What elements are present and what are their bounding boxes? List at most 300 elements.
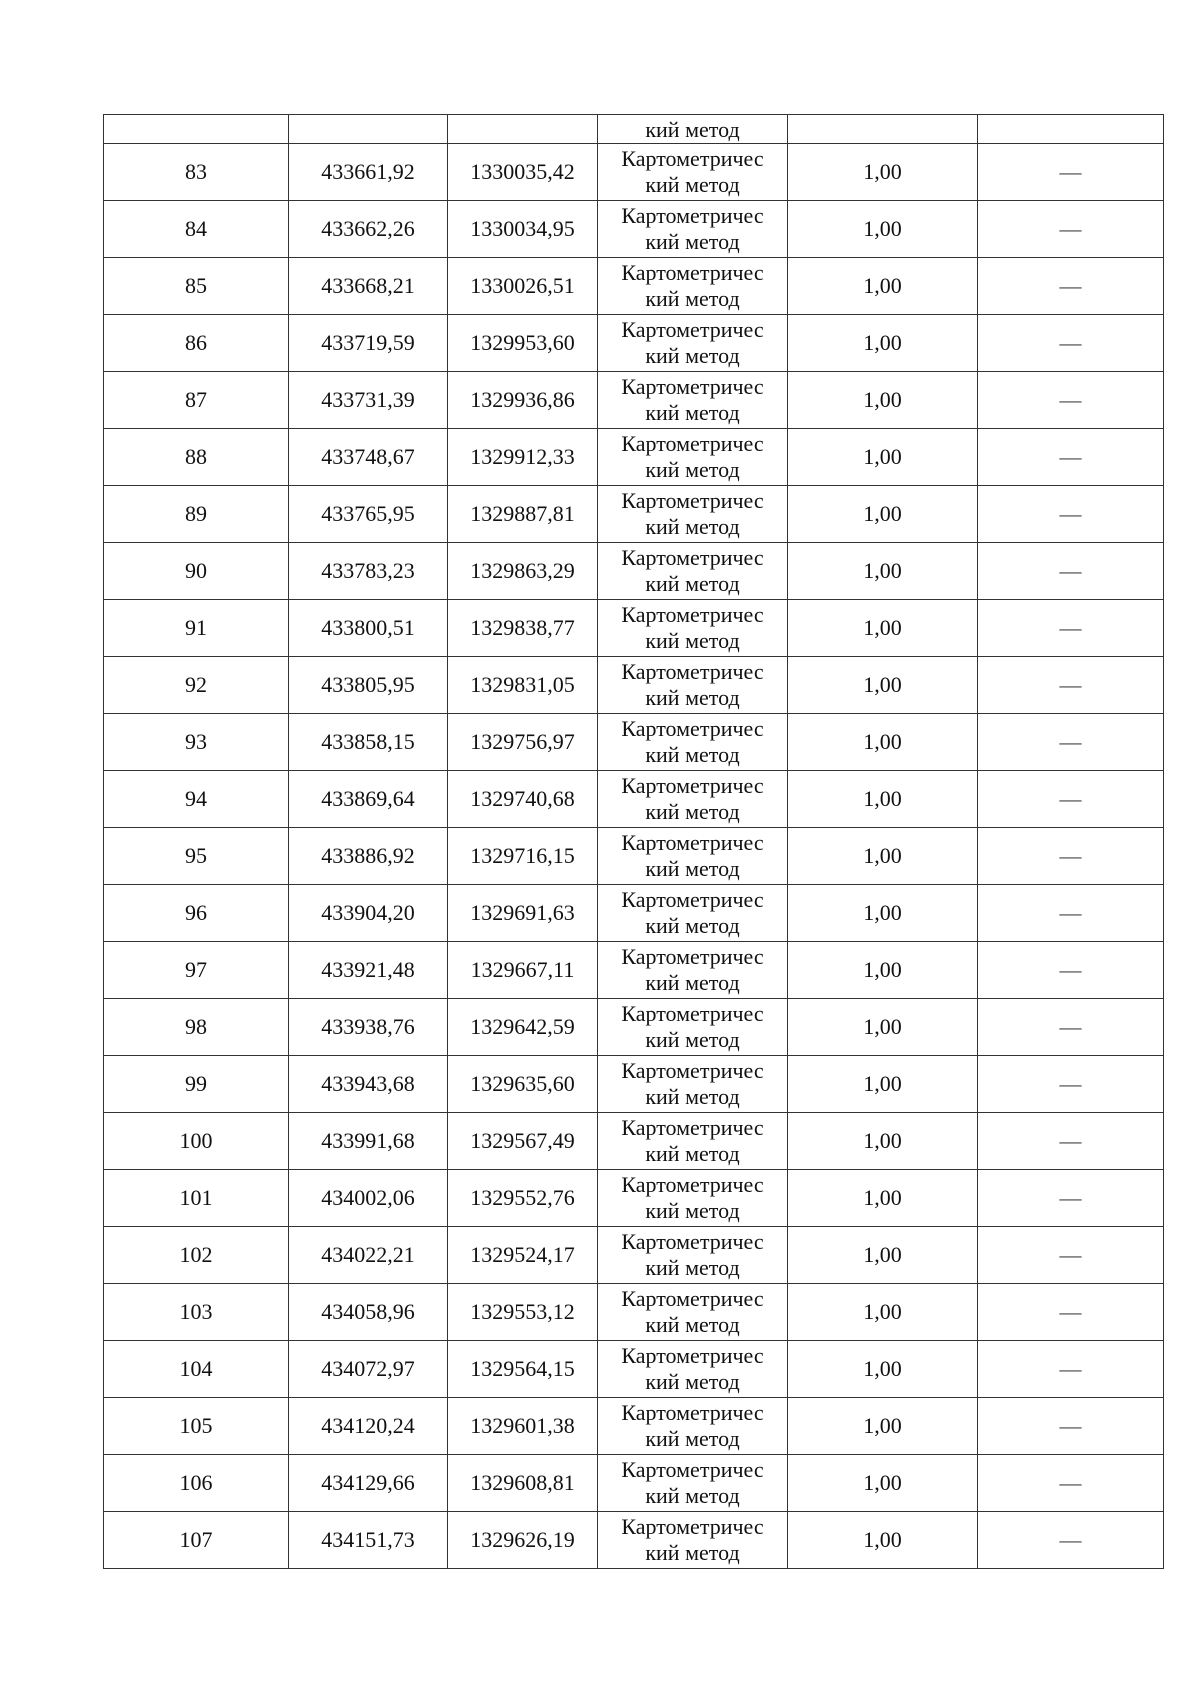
cell-num: [104, 714, 289, 771]
cell-note: [978, 1455, 1164, 1512]
cell-accuracy: [788, 315, 978, 372]
cell-y-text: 1329863,29: [470, 558, 575, 583]
cell-num: [104, 600, 289, 657]
cell-num-text: 91: [185, 615, 207, 640]
cell-accuracy-text: 1,00: [863, 216, 902, 241]
cell-x: [289, 1113, 448, 1170]
cell-y: [448, 1455, 598, 1512]
table-row: [104, 942, 1164, 999]
cell-y-text: 1329936,86: [470, 387, 575, 412]
cell-note: [978, 429, 1164, 486]
cell-note-text: —: [1059, 159, 1082, 184]
cell-y-text: 1329552,76: [470, 1185, 575, 1210]
cell-num-text: 102: [179, 1242, 213, 1267]
table-row: [104, 1284, 1164, 1341]
cell-num-text: 94: [185, 786, 207, 811]
cell-note-text: —: [1059, 1128, 1082, 1153]
cell-method: [598, 1398, 788, 1455]
cell-accuracy-text: 1,00: [863, 387, 902, 412]
cell-num-text: 85: [185, 273, 207, 298]
method-line1-text: Картометричес: [621, 1514, 764, 1539]
cell-method: [598, 258, 788, 315]
cell-num-text: 96: [185, 900, 207, 925]
cell-num: [104, 201, 289, 258]
cell-accuracy: [788, 258, 978, 315]
cell-y: [448, 600, 598, 657]
cell-note: [978, 1284, 1164, 1341]
cell-num: [104, 885, 289, 942]
cell-note-text: —: [1059, 615, 1082, 640]
cell-y: [448, 115, 598, 144]
cell-num: [104, 486, 289, 543]
cell-num-text: 83: [185, 159, 207, 184]
cell-y: [448, 429, 598, 486]
cell-accuracy-text: 1,00: [863, 615, 902, 640]
cell-note: [978, 999, 1164, 1056]
cell-note: [978, 600, 1164, 657]
cell-y-text: 1329608,81: [470, 1470, 575, 1495]
cell-accuracy-text: 1,00: [863, 1185, 902, 1210]
cell-method: [598, 1512, 788, 1569]
cell-x: [289, 1056, 448, 1113]
method-line1-text: Картометричес: [621, 431, 764, 456]
method-line2-text: кий метод: [645, 628, 740, 653]
cell-y-text: 1329667,11: [470, 957, 575, 982]
cell-num: [104, 1455, 289, 1512]
cell-x: [289, 828, 448, 885]
cell-y-text: 1329691,63: [470, 900, 575, 925]
table-row: [104, 1170, 1164, 1227]
cell-accuracy: [788, 1341, 978, 1398]
cell-num-text: 95: [185, 843, 207, 868]
cell-x-text: 433869,64: [321, 786, 415, 811]
cell-y: [448, 1341, 598, 1398]
cell-num: [104, 315, 289, 372]
cell-x-text: 433661,92: [321, 159, 415, 184]
method-line1-text: Картометричес: [621, 944, 764, 969]
cell-accuracy: [788, 144, 978, 201]
method-line2-text: кий метод: [645, 1312, 740, 1337]
cell-accuracy: [788, 942, 978, 999]
table-row: [104, 258, 1164, 315]
method-line2-text: кий метод: [645, 1540, 740, 1565]
cell-x-text: 433943,68: [321, 1071, 415, 1096]
cell-accuracy: [788, 486, 978, 543]
table-row: [104, 1512, 1164, 1569]
cell-num-text: 84: [185, 216, 207, 241]
cell-method: [598, 600, 788, 657]
cell-accuracy-text: 1,00: [863, 1071, 902, 1096]
cell-y: [448, 372, 598, 429]
cell-method: [598, 372, 788, 429]
cell-accuracy-text: 1,00: [863, 1242, 902, 1267]
table-row: [104, 999, 1164, 1056]
method-line2-text: кий метод: [645, 1084, 740, 1109]
method-line1-text: Картометричес: [621, 830, 764, 855]
cell-note: [978, 1512, 1164, 1569]
cell-x-text: 434002,06: [321, 1185, 415, 1210]
cell-y: [448, 942, 598, 999]
cell-note: [978, 1113, 1164, 1170]
table-row: [104, 657, 1164, 714]
cell-accuracy: [788, 999, 978, 1056]
cell-x-text: 433858,15: [321, 729, 415, 754]
method-line2-text: кий метод: [645, 1255, 740, 1280]
cell-note: [978, 543, 1164, 600]
cell-num: [104, 1398, 289, 1455]
cell-accuracy: [788, 1284, 978, 1341]
method-line2-text: кий метод: [645, 1027, 740, 1052]
cell-num-text: 99: [185, 1071, 207, 1096]
method-line1-text: Картометричес: [621, 887, 764, 912]
cell-accuracy: [788, 1113, 978, 1170]
cell-accuracy-text: 1,00: [863, 1014, 902, 1039]
cell-method: [598, 429, 788, 486]
table-row: [104, 885, 1164, 942]
cell-x: [289, 543, 448, 600]
method-line2-text: кий метод: [645, 913, 740, 938]
cell-method: [598, 1284, 788, 1341]
cell-y-text: 1329887,81: [470, 501, 575, 526]
cell-method: [598, 144, 788, 201]
cell-accuracy-text: 1,00: [863, 501, 902, 526]
cell-x: [289, 144, 448, 201]
cell-num-text: 87: [185, 387, 207, 412]
cell-accuracy-text: 1,00: [863, 843, 902, 868]
cell-num: [104, 828, 289, 885]
cell-x: [289, 1341, 448, 1398]
cell-note-text: —: [1059, 1071, 1082, 1096]
method-line1-text: Картометричес: [621, 317, 764, 342]
table-row: [104, 429, 1164, 486]
cell-accuracy-text: 1,00: [863, 672, 902, 697]
cell-accuracy: [788, 201, 978, 258]
cell-x: [289, 999, 448, 1056]
method-line1-text: Картометричес: [621, 1343, 764, 1368]
cell-accuracy-text: 1,00: [863, 957, 902, 982]
cell-note-text: —: [1059, 786, 1082, 811]
cell-num-text: 93: [185, 729, 207, 754]
cell-x-text: 433886,92: [321, 843, 415, 868]
method-line2-text: кий метод: [645, 1483, 740, 1508]
cell-y: [448, 771, 598, 828]
cell-x: [289, 1512, 448, 1569]
cell-note: [978, 1398, 1164, 1455]
cell-num: [104, 1284, 289, 1341]
method-line1-text: Картометричес: [621, 1172, 764, 1197]
cell-accuracy-text: 1,00: [863, 1299, 902, 1324]
cell-y-text: 1329838,77: [470, 615, 575, 640]
cell-note: [978, 315, 1164, 372]
cell-x: [289, 429, 448, 486]
cell-accuracy-text: 1,00: [863, 786, 902, 811]
method-line1-text: Картометричес: [621, 203, 764, 228]
cell-y: [448, 144, 598, 201]
cell-y: [448, 486, 598, 543]
cell-accuracy: [788, 771, 978, 828]
cell-num: [104, 372, 289, 429]
table-row: [104, 1113, 1164, 1170]
cell-x-text: 433748,67: [321, 444, 415, 469]
cell-accuracy-text: 1,00: [863, 444, 902, 469]
cell-x-text: 434120,24: [321, 1413, 415, 1438]
table-row: [104, 144, 1164, 201]
method-line1-text: Картометричес: [621, 1229, 764, 1254]
method-line2-text: кий метод: [645, 571, 740, 596]
cell-method: [598, 1113, 788, 1170]
cell-x: [289, 201, 448, 258]
table-row: [104, 1341, 1164, 1398]
method-line1-text: Картометричес: [621, 659, 764, 684]
cell-note: [978, 885, 1164, 942]
method-line1-text: Картометричес: [621, 716, 764, 741]
method-line2-text: кий метод: [645, 1198, 740, 1223]
method-line2-text: кий метод: [645, 1369, 740, 1394]
cell-num: [104, 1170, 289, 1227]
cell-num-text: 88: [185, 444, 207, 469]
cell-num-text: 92: [185, 672, 207, 697]
cell-y: [448, 1512, 598, 1569]
cell-note-text: —: [1059, 444, 1082, 469]
cell-x-text: 433731,39: [321, 387, 415, 412]
cell-note: [978, 771, 1164, 828]
cell-note-text: —: [1059, 729, 1082, 754]
cell-y: [448, 1284, 598, 1341]
coordinates-table: [103, 114, 1164, 1569]
cell-note-text: —: [1059, 1014, 1082, 1039]
cell-accuracy-text: 1,00: [863, 900, 902, 925]
method-line1-text: Картометричес: [621, 1058, 764, 1083]
cell-num-text: 105: [179, 1413, 213, 1438]
table-row: [104, 771, 1164, 828]
cell-y-text: 1329740,68: [470, 786, 575, 811]
cell-x-text: 433765,95: [321, 501, 415, 526]
cell-y: [448, 1170, 598, 1227]
cell-accuracy-text: 1,00: [863, 1470, 902, 1495]
cell-note: [978, 1341, 1164, 1398]
cell-accuracy: [788, 115, 978, 144]
cell-accuracy: [788, 657, 978, 714]
cell-accuracy: [788, 885, 978, 942]
cell-y: [448, 999, 598, 1056]
cell-note-text: —: [1059, 1299, 1082, 1324]
cell-num: [104, 429, 289, 486]
cell-num: [104, 1512, 289, 1569]
cell-accuracy: [788, 1398, 978, 1455]
method-line2-text: кий метод: [645, 856, 740, 881]
cell-x: [289, 486, 448, 543]
cell-x: [289, 885, 448, 942]
method-line1-text: Картометричес: [621, 488, 764, 513]
cell-x: [289, 600, 448, 657]
cell-method: [598, 828, 788, 885]
cell-x: [289, 1227, 448, 1284]
cell-num: [104, 1341, 289, 1398]
cell-x: [289, 942, 448, 999]
cell-method: [598, 1170, 788, 1227]
cell-y-text: 1329953,60: [470, 330, 575, 355]
cell-note: [978, 201, 1164, 258]
cell-x-text: 433719,59: [321, 330, 415, 355]
method-line2-text: кий метод: [645, 172, 740, 197]
cell-x-text: 433783,23: [321, 558, 415, 583]
cell-y: [448, 543, 598, 600]
coordinates-table-body: [104, 115, 1164, 1569]
cell-y-text: 1329912,33: [470, 444, 575, 469]
cell-method: [598, 543, 788, 600]
cell-num: [104, 1227, 289, 1284]
cell-method: [598, 1227, 788, 1284]
cell-y: [448, 885, 598, 942]
cell-accuracy: [788, 1227, 978, 1284]
cell-note-text: —: [1059, 1527, 1082, 1552]
cell-x: [289, 315, 448, 372]
cell-accuracy: [788, 600, 978, 657]
method-line2-text: кий метод: [645, 286, 740, 311]
method-line2-text: кий метод: [645, 514, 740, 539]
cell-y: [448, 657, 598, 714]
cell-num-text: 90: [185, 558, 207, 583]
cell-note-text: —: [1059, 843, 1082, 868]
cell-y-text: 1329524,17: [470, 1242, 575, 1267]
cell-note-text: —: [1059, 900, 1082, 925]
table-row: [104, 1056, 1164, 1113]
cell-num: [104, 543, 289, 600]
cell-num: [104, 657, 289, 714]
cell-num-text: 89: [185, 501, 207, 526]
cell-num-text: 106: [179, 1470, 213, 1495]
cell-x-text: 433921,48: [321, 957, 415, 982]
cell-num-text: 101: [179, 1185, 213, 1210]
cell-y-text: 1329626,19: [470, 1527, 575, 1552]
cell-x-text: 434072,97: [321, 1356, 415, 1381]
cell-x-text: 433662,26: [321, 216, 415, 241]
cell-y: [448, 1056, 598, 1113]
cell-note: [978, 828, 1164, 885]
cell-note: [978, 372, 1164, 429]
cell-x-text: 434151,73: [321, 1527, 415, 1552]
cell-note-text: —: [1059, 1185, 1082, 1210]
method-tail-text: кий метод: [645, 117, 740, 142]
cell-x-text: 434058,96: [321, 1299, 415, 1324]
table-row: [104, 1227, 1164, 1284]
table-row: [104, 1455, 1164, 1512]
cell-num-text: 98: [185, 1014, 207, 1039]
cell-note-text: —: [1059, 672, 1082, 697]
cell-note: [978, 1056, 1164, 1113]
table-continuation-row: [104, 115, 1164, 144]
table-row: [104, 543, 1164, 600]
cell-y: [448, 1113, 598, 1170]
cell-num: [104, 144, 289, 201]
cell-accuracy-text: 1,00: [863, 1413, 902, 1438]
cell-x-text: 434022,21: [321, 1242, 415, 1267]
cell-method: [598, 1056, 788, 1113]
cell-method: [598, 999, 788, 1056]
cell-y: [448, 201, 598, 258]
method-line2-text: кий метод: [645, 685, 740, 710]
cell-note: [978, 144, 1164, 201]
cell-accuracy: [788, 372, 978, 429]
cell-accuracy-text: 1,00: [863, 1356, 902, 1381]
cell-x: [289, 771, 448, 828]
cell-accuracy: [788, 1455, 978, 1512]
cell-num-text: 86: [185, 330, 207, 355]
cell-method: [598, 1341, 788, 1398]
cell-accuracy-text: 1,00: [863, 1527, 902, 1552]
method-line1-text: Картометричес: [621, 1457, 764, 1482]
cell-num: [104, 1113, 289, 1170]
cell-y: [448, 714, 598, 771]
table-row: [104, 486, 1164, 543]
cell-note: [978, 657, 1164, 714]
cell-y-text: 1330026,51: [470, 273, 575, 298]
cell-num: [104, 771, 289, 828]
cell-accuracy-text: 1,00: [863, 330, 902, 355]
cell-num-text: 104: [179, 1356, 213, 1381]
cell-method: [598, 115, 788, 144]
cell-y-text: 1329831,05: [470, 672, 575, 697]
method-line2-text: кий метод: [645, 457, 740, 482]
cell-y-text: 1329642,59: [470, 1014, 575, 1039]
cell-method: [598, 657, 788, 714]
method-line1-text: Картометричес: [621, 773, 764, 798]
table-row: [104, 372, 1164, 429]
cell-x-text: 433805,95: [321, 672, 415, 697]
method-line1-text: Картометричес: [621, 146, 764, 171]
cell-accuracy: [788, 429, 978, 486]
cell-accuracy: [788, 1512, 978, 1569]
cell-accuracy: [788, 1056, 978, 1113]
cell-note: [978, 115, 1164, 144]
cell-note-text: —: [1059, 1356, 1082, 1381]
cell-accuracy-text: 1,00: [863, 729, 902, 754]
table-row: [104, 315, 1164, 372]
cell-method: [598, 315, 788, 372]
cell-method: [598, 486, 788, 543]
cell-note-text: —: [1059, 1413, 1082, 1438]
method-line2-text: кий метод: [645, 400, 740, 425]
cell-note-text: —: [1059, 273, 1082, 298]
cell-num: [104, 1056, 289, 1113]
cell-x: [289, 115, 448, 144]
method-line1-text: Картометричес: [621, 545, 764, 570]
cell-num-text: 100: [179, 1128, 213, 1153]
cell-x: [289, 714, 448, 771]
method-line2-text: кий метод: [645, 1141, 740, 1166]
cell-note: [978, 258, 1164, 315]
cell-num: [104, 999, 289, 1056]
cell-accuracy-text: 1,00: [863, 558, 902, 583]
cell-y-text: 1329567,49: [470, 1128, 575, 1153]
table-row: [104, 201, 1164, 258]
cell-note: [978, 942, 1164, 999]
cell-x: [289, 258, 448, 315]
cell-note-text: —: [1059, 387, 1082, 412]
method-line2-text: кий метод: [645, 1426, 740, 1451]
cell-accuracy-text: 1,00: [863, 159, 902, 184]
cell-method: [598, 201, 788, 258]
cell-x: [289, 657, 448, 714]
cell-y-text: 1329756,97: [470, 729, 575, 754]
cell-note-text: —: [1059, 957, 1082, 982]
cell-num: [104, 942, 289, 999]
cell-accuracy: [788, 543, 978, 600]
cell-num-text: 103: [179, 1299, 213, 1324]
cell-num: [104, 258, 289, 315]
cell-y: [448, 828, 598, 885]
cell-num-text: 97: [185, 957, 207, 982]
